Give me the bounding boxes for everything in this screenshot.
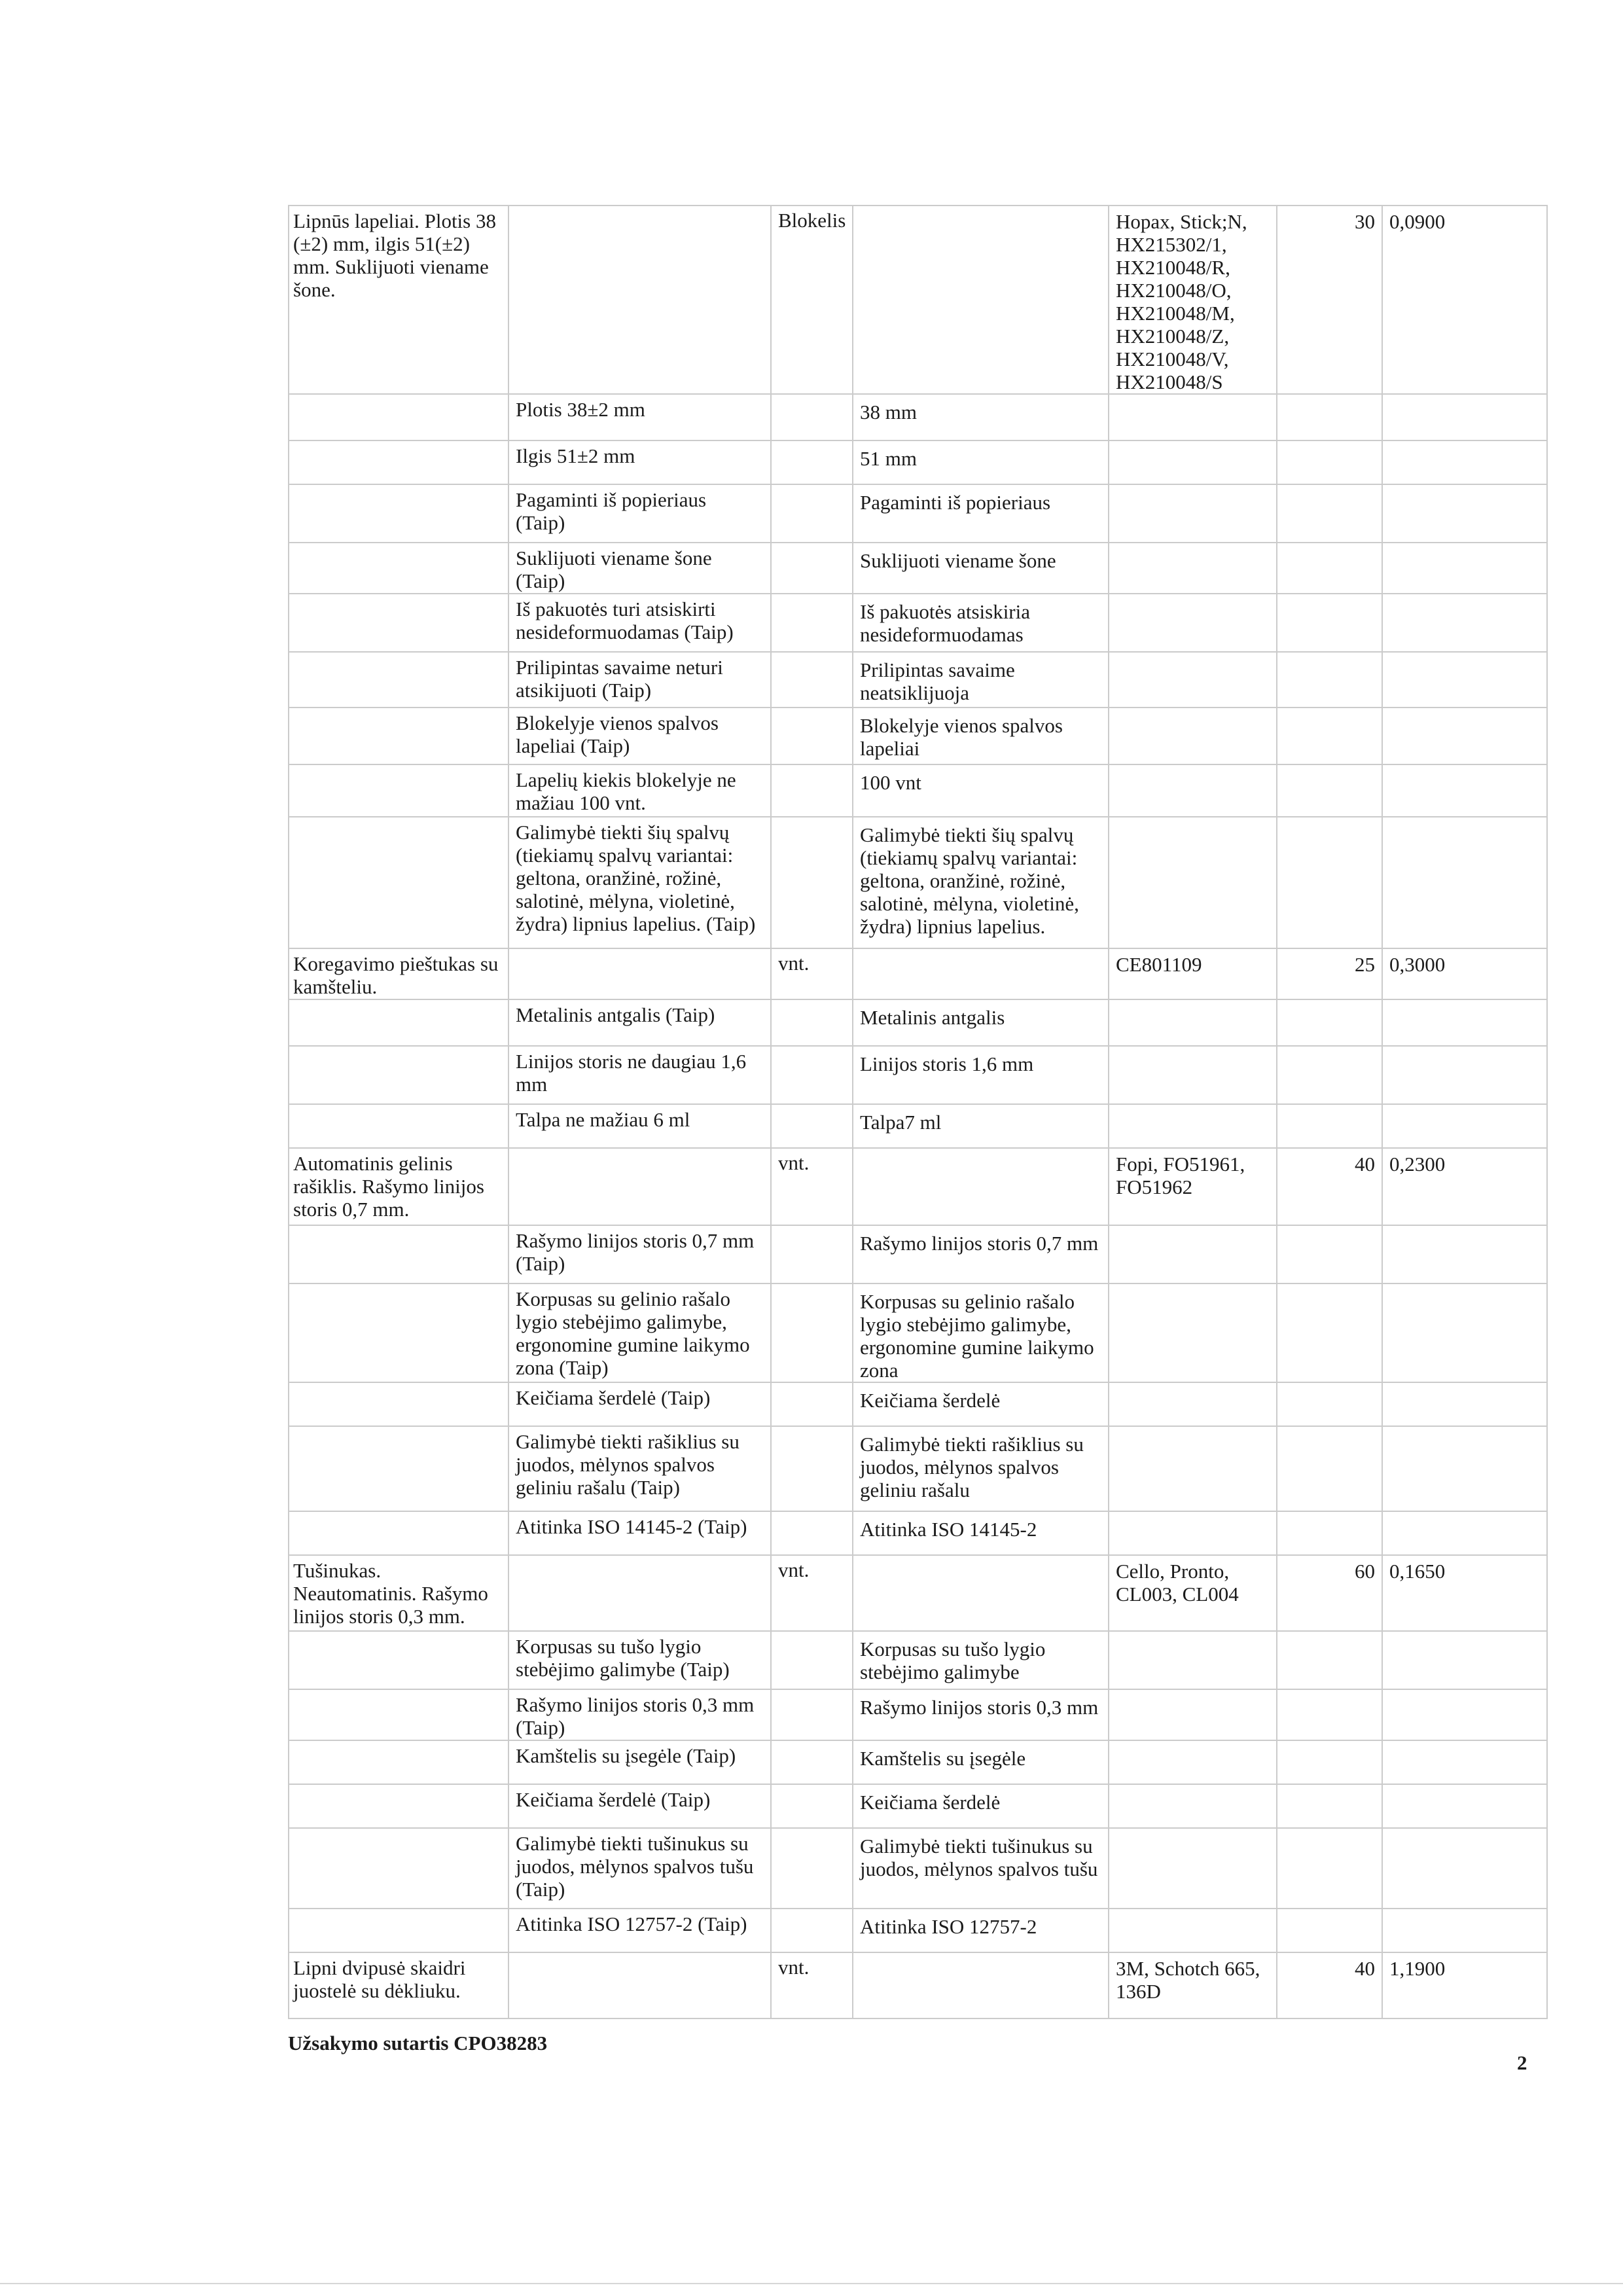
cell-item	[289, 1740, 508, 1784]
cell-unit	[771, 1740, 853, 1784]
cell-item	[289, 708, 508, 764]
cell-item	[289, 1426, 508, 1511]
cell-qty	[1277, 594, 1382, 652]
requirement-row	[289, 1689, 1547, 1740]
cell-item	[289, 1784, 508, 1828]
cell-item	[289, 1225, 508, 1283]
requirement-row	[289, 652, 1547, 708]
cell-unit	[771, 484, 853, 543]
cell-price	[1382, 1104, 1547, 1148]
cell-price	[1382, 817, 1547, 948]
cell-unit	[771, 764, 853, 817]
cell-qty	[1277, 543, 1382, 594]
cell-offer	[853, 1148, 1109, 1225]
cell-item	[289, 1382, 508, 1426]
cell-unit: vnt.	[771, 1148, 853, 1225]
requirement-row	[289, 1104, 1547, 1148]
cell-model	[1109, 1689, 1277, 1740]
cell-qty: 40	[1277, 1148, 1382, 1225]
cell-price: 0,0900	[1382, 206, 1547, 394]
cell-requirement: Kamštelis su įsegėle (Taip)	[508, 1740, 771, 1784]
cell-qty	[1277, 484, 1382, 543]
cell-model	[1109, 394, 1277, 440]
cell-unit	[771, 1104, 853, 1148]
cell-model	[1109, 1740, 1277, 1784]
requirement-row	[289, 543, 1547, 594]
cell-item	[289, 1909, 508, 1952]
contract-reference: Užsakymo sutartis CPO38283	[288, 2032, 548, 2054]
cell-item: Lipnūs lapeliai. Plotis 38 (±2) mm, ilgis 51(±2) mm. Suklijuoti viename šone.	[289, 206, 508, 394]
requirement-row	[289, 999, 1547, 1046]
requirement-row	[289, 1828, 1547, 1909]
cell-model	[1109, 1426, 1277, 1511]
cell-item	[289, 1689, 508, 1740]
cell-price	[1382, 1909, 1547, 1952]
cell-unit	[771, 1046, 853, 1104]
cell-model	[1109, 1828, 1277, 1909]
cell-qty	[1277, 1426, 1382, 1511]
cell-model	[1109, 1784, 1277, 1828]
cell-requirement: Keičiama šerdelė (Taip)	[508, 1784, 771, 1828]
cell-qty	[1277, 1046, 1382, 1104]
requirement-row	[289, 1382, 1547, 1426]
cell-requirement: Atitinka ISO 14145-2 (Taip)	[508, 1511, 771, 1555]
requirement-row	[289, 1740, 1547, 1784]
cell-unit	[771, 1283, 853, 1382]
cell-price	[1382, 708, 1547, 764]
cell-unit	[771, 394, 853, 440]
cell-requirement: Keičiama šerdelė (Taip)	[508, 1382, 771, 1426]
table-body	[289, 206, 1547, 2018]
cell-price	[1382, 764, 1547, 817]
requirement-row	[289, 1784, 1547, 1828]
cell-item	[289, 594, 508, 652]
cell-requirement: Metalinis antgalis (Taip)	[508, 999, 771, 1046]
cell-item	[289, 1511, 508, 1555]
specification-table	[288, 205, 1548, 2019]
cell-model	[1109, 1382, 1277, 1426]
cell-offer: Atitinka ISO 14145-2	[853, 1511, 1109, 1555]
cell-requirement	[508, 206, 771, 394]
cell-price	[1382, 1740, 1547, 1784]
cell-offer: 51 mm	[853, 440, 1109, 484]
cell-qty	[1277, 1784, 1382, 1828]
page-number: 2	[1517, 2051, 1527, 2074]
cell-item	[289, 1828, 508, 1909]
cell-unit: Blokelis	[771, 206, 853, 394]
cell-price	[1382, 1046, 1547, 1104]
cell-offer: Iš pakuotės atsiskiria nesideformuodamas	[853, 594, 1109, 652]
cell-unit	[771, 999, 853, 1046]
cell-item: Lipni dvipusė skaidri juostelė su dėkliuku.	[289, 1952, 508, 2018]
cell-price	[1382, 1511, 1547, 1555]
cell-item: Tušinukas. Neautomatinis. Rašymo linijos storis 0,3 mm.	[289, 1555, 508, 1631]
cell-unit	[771, 1382, 853, 1426]
cell-item	[289, 652, 508, 708]
cell-unit	[771, 1689, 853, 1740]
cell-price	[1382, 543, 1547, 594]
cell-offer: Pagaminti iš popieriaus	[853, 484, 1109, 543]
cell-price	[1382, 594, 1547, 652]
cell-model	[1109, 1511, 1277, 1555]
cell-offer: Talpa7 ml	[853, 1104, 1109, 1148]
cell-item	[289, 1104, 508, 1148]
cell-requirement: Iš pakuotės turi atsiskirti nesideformuodamas (Taip)	[508, 594, 771, 652]
cell-price	[1382, 1283, 1547, 1382]
cell-model: Hopax, Stick;N, HX215302/1, HX210048/R, HX210048/O, HX210048/M, HX210048/Z, HX210048/V, HX210048/S	[1109, 206, 1277, 394]
cell-item: Koregavimo pieštukas su kamšteliu.	[289, 948, 508, 999]
cell-requirement: Rašymo linijos storis 0,3 mm (Taip)	[508, 1689, 771, 1740]
cell-offer	[853, 948, 1109, 999]
cell-unit	[771, 1909, 853, 1952]
requirement-row	[289, 1046, 1547, 1104]
requirement-row	[289, 484, 1547, 543]
cell-model	[1109, 764, 1277, 817]
cell-unit	[771, 1784, 853, 1828]
cell-model	[1109, 708, 1277, 764]
cell-requirement	[508, 948, 771, 999]
cell-qty: 60	[1277, 1555, 1382, 1631]
cell-offer	[853, 1952, 1109, 2018]
cell-unit	[771, 1511, 853, 1555]
cell-unit	[771, 817, 853, 948]
cell-qty	[1277, 1104, 1382, 1148]
cell-model	[1109, 543, 1277, 594]
cell-unit	[771, 1828, 853, 1909]
cell-offer: 100 vnt	[853, 764, 1109, 817]
cell-item: Automatinis gelinis rašiklis. Rašymo linijos storis 0,7 mm.	[289, 1148, 508, 1225]
cell-requirement: Galimybė tiekti rašiklius su juodos, mėlynos spalvos geliniu rašalu (Taip)	[508, 1426, 771, 1511]
cell-item	[289, 484, 508, 543]
cell-model	[1109, 1283, 1277, 1382]
cell-price	[1382, 1631, 1547, 1689]
cell-unit	[771, 652, 853, 708]
cell-price	[1382, 1689, 1547, 1740]
cell-requirement	[508, 1555, 771, 1631]
cell-price: 1,1900	[1382, 1952, 1547, 2018]
cell-requirement: Prilipintas savaime neturi atsikijuoti (Taip)	[508, 652, 771, 708]
cell-offer: Linijos storis 1,6 mm	[853, 1046, 1109, 1104]
product-row	[289, 1555, 1547, 1631]
cell-qty: 25	[1277, 948, 1382, 999]
cell-qty	[1277, 1631, 1382, 1689]
cell-unit	[771, 594, 853, 652]
cell-price	[1382, 1828, 1547, 1909]
cell-offer: Suklijuoti viename šone	[853, 543, 1109, 594]
cell-offer: Galimybė tiekti rašiklius su juodos, mėlynos spalvos geliniu rašalu	[853, 1426, 1109, 1511]
cell-requirement: Pagaminti iš popieriaus (Taip)	[508, 484, 771, 543]
cell-model	[1109, 652, 1277, 708]
cell-qty	[1277, 1225, 1382, 1283]
cell-requirement: Korpusas su gelinio rašalo lygio stebėjimo galimybe, ergonomine gumine laikymo zona (Taip)	[508, 1283, 771, 1382]
cell-model	[1109, 999, 1277, 1046]
cell-model	[1109, 440, 1277, 484]
product-row	[289, 206, 1547, 394]
cell-qty	[1277, 764, 1382, 817]
cell-item	[289, 999, 508, 1046]
cell-requirement: Lapelių kiekis blokelyje ne mažiau 100 vnt.	[508, 764, 771, 817]
cell-price	[1382, 652, 1547, 708]
cell-item	[289, 817, 508, 948]
cell-offer: Keičiama šerdelė	[853, 1784, 1109, 1828]
cell-requirement: Rašymo linijos storis 0,7 mm (Taip)	[508, 1225, 771, 1283]
cell-offer: Rašymo linijos storis 0,7 mm	[853, 1225, 1109, 1283]
cell-item	[289, 1283, 508, 1382]
cell-offer: Blokelyje vienos spalvos lapeliai	[853, 708, 1109, 764]
cell-offer: Metalinis antgalis	[853, 999, 1109, 1046]
cell-item	[289, 440, 508, 484]
cell-model	[1109, 594, 1277, 652]
cell-requirement: Galimybė tiekti šių spalvų (tiekiamų spalvų variantai: geltona, oranžinė, rožinė, salotinė, mėlyna, violetinė, žydra) lipnius lapelius. (Taip)	[508, 817, 771, 948]
cell-offer: 38 mm	[853, 394, 1109, 440]
cell-item	[289, 1631, 508, 1689]
cell-price	[1382, 484, 1547, 543]
requirement-row	[289, 1909, 1547, 1952]
cell-price	[1382, 440, 1547, 484]
cell-offer: Keičiama šerdelė	[853, 1382, 1109, 1426]
requirement-row	[289, 1283, 1547, 1382]
cell-qty	[1277, 999, 1382, 1046]
cell-offer: Kamštelis su įsegėle	[853, 1740, 1109, 1784]
cell-requirement: Plotis 38±2 mm	[508, 394, 771, 440]
cell-unit: vnt.	[771, 1555, 853, 1631]
cell-offer: Galimybė tiekti šių spalvų (tiekiamų spalvų variantai: geltona, oranžinė, rožinė, salotinė, mėlyna, violetinė, žydra) lipnius lapelius.	[853, 817, 1109, 948]
cell-requirement: Blokelyje vienos spalvos lapeliai (Taip)	[508, 708, 771, 764]
cell-price: 0,2300	[1382, 1148, 1547, 1225]
scan-edge-line	[0, 2283, 1623, 2284]
cell-requirement: Talpa ne mažiau 6 ml	[508, 1104, 771, 1148]
cell-requirement: Suklijuoti viename šone (Taip)	[508, 543, 771, 594]
cell-requirement: Ilgis 51±2 mm	[508, 440, 771, 484]
cell-requirement: Atitinka ISO 12757-2 (Taip)	[508, 1909, 771, 1952]
cell-offer: Korpusas su gelinio rašalo lygio stebėjimo galimybe, ergonomine gumine laikymo zona	[853, 1283, 1109, 1382]
product-row	[289, 1952, 1547, 2018]
cell-qty	[1277, 440, 1382, 484]
cell-price	[1382, 1784, 1547, 1828]
requirement-row	[289, 1225, 1547, 1283]
cell-qty	[1277, 1283, 1382, 1382]
cell-model: Cello, Pronto, CL003, CL004	[1109, 1555, 1277, 1631]
cell-offer	[853, 206, 1109, 394]
cell-unit	[771, 1631, 853, 1689]
cell-model	[1109, 1225, 1277, 1283]
cell-model	[1109, 1104, 1277, 1148]
cell-price	[1382, 1382, 1547, 1426]
cell-qty	[1277, 394, 1382, 440]
cell-unit	[771, 543, 853, 594]
cell-model: CE801109	[1109, 948, 1277, 999]
cell-qty	[1277, 817, 1382, 948]
cell-qty	[1277, 1689, 1382, 1740]
cell-qty: 40	[1277, 1952, 1382, 2018]
cell-offer: Korpusas su tušo lygio stebėjimo galimybe	[853, 1631, 1109, 1689]
requirement-row	[289, 708, 1547, 764]
cell-unit: vnt.	[771, 948, 853, 999]
cell-offer: Rašymo linijos storis 0,3 mm	[853, 1689, 1109, 1740]
cell-item	[289, 543, 508, 594]
requirement-row	[289, 394, 1547, 440]
cell-offer	[853, 1555, 1109, 1631]
cell-qty: 30	[1277, 206, 1382, 394]
requirement-row	[289, 440, 1547, 484]
cell-unit: vnt.	[771, 1952, 853, 2018]
cell-item	[289, 764, 508, 817]
cell-qty	[1277, 1740, 1382, 1784]
cell-qty	[1277, 1909, 1382, 1952]
cell-unit	[771, 1225, 853, 1283]
cell-model	[1109, 1909, 1277, 1952]
cell-qty	[1277, 1511, 1382, 1555]
cell-unit	[771, 708, 853, 764]
requirement-row	[289, 764, 1547, 817]
cell-offer: Atitinka ISO 12757-2	[853, 1909, 1109, 1952]
cell-unit	[771, 1426, 853, 1511]
cell-price: 0,3000	[1382, 948, 1547, 999]
requirement-row	[289, 817, 1547, 948]
cell-price	[1382, 999, 1547, 1046]
cell-requirement	[508, 1148, 771, 1225]
requirement-row	[289, 594, 1547, 652]
cell-requirement: Galimybė tiekti tušinukus su juodos, mėlynos spalvos tušu (Taip)	[508, 1828, 771, 1909]
requirement-row	[289, 1426, 1547, 1511]
cell-offer: Prilipintas savaime neatsiklijuoja	[853, 652, 1109, 708]
product-row	[289, 948, 1547, 999]
cell-requirement: Linijos storis ne daugiau 1,6 mm	[508, 1046, 771, 1104]
cell-requirement: Korpusas su tušo lygio stebėjimo galimybe (Taip)	[508, 1631, 771, 1689]
cell-qty	[1277, 652, 1382, 708]
requirement-row	[289, 1631, 1547, 1689]
cell-qty	[1277, 1382, 1382, 1426]
cell-item	[289, 1046, 508, 1104]
cell-unit	[771, 440, 853, 484]
product-row	[289, 1148, 1547, 1225]
cell-model	[1109, 1631, 1277, 1689]
cell-model	[1109, 817, 1277, 948]
cell-price	[1382, 1225, 1547, 1283]
cell-price: 0,1650	[1382, 1555, 1547, 1631]
requirement-row	[289, 1511, 1547, 1555]
cell-price	[1382, 1426, 1547, 1511]
cell-requirement	[508, 1952, 771, 2018]
cell-model: 3M, Schotch 665, 136D	[1109, 1952, 1277, 2018]
cell-price	[1382, 394, 1547, 440]
cell-qty	[1277, 1828, 1382, 1909]
cell-item	[289, 394, 508, 440]
cell-qty	[1277, 708, 1382, 764]
cell-model: Fopi, FO51961, FO51962	[1109, 1148, 1277, 1225]
cell-model	[1109, 1046, 1277, 1104]
cell-model	[1109, 484, 1277, 543]
cell-offer: Galimybė tiekti tušinukus su juodos, mėlynos spalvos tušu	[853, 1828, 1109, 1909]
